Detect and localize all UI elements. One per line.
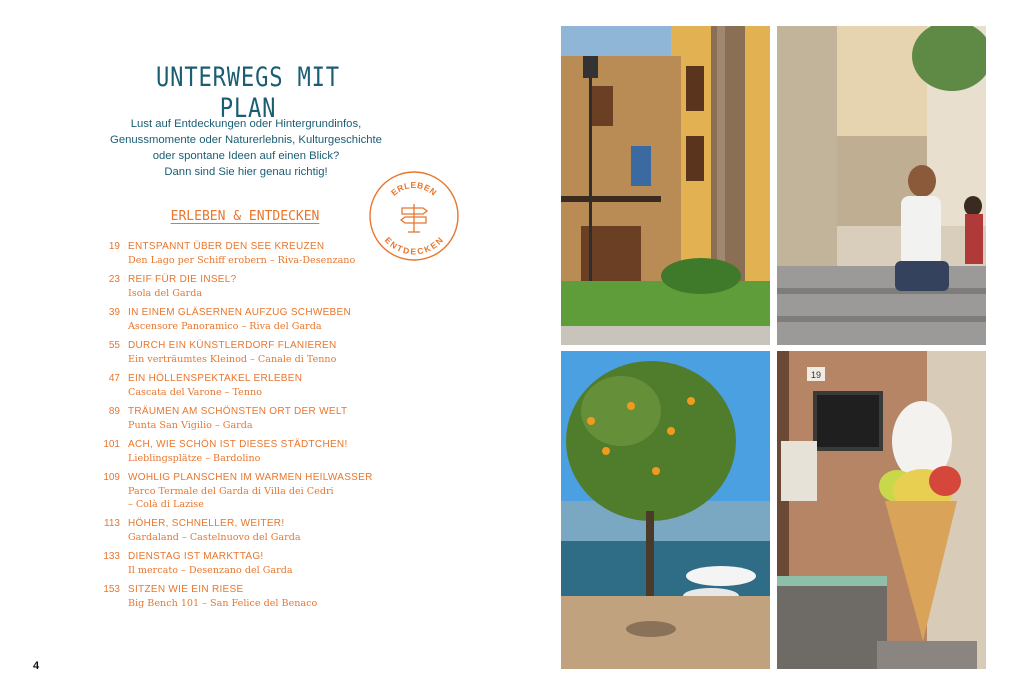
table-of-contents xyxy=(98,240,398,616)
intro-text xyxy=(96,116,396,180)
toc-page-number: 89 xyxy=(108,406,120,417)
toc-title: EIN HÖLLENSPEKTAKEL ERLEBEN xyxy=(128,373,303,384)
toc-page-number: 19 xyxy=(108,241,120,252)
toc-entry[interactable] xyxy=(98,471,398,511)
toc-title: ACH, WIE SCHÖN IST DIESES STÄDTCHEN! xyxy=(128,439,348,450)
section-heading: ERLEBEN & ENTDECKEN xyxy=(170,209,320,224)
signpost-icon xyxy=(401,204,427,232)
toc-entry[interactable] xyxy=(98,583,398,610)
photo-ice-cream-cone xyxy=(777,351,986,669)
toc-subtitle: Parco Termale del Garda di Villa dei Cedri – Colà di Lazise xyxy=(128,486,334,510)
toc-subtitle: Big Bench 101 – San Felice del Benaco xyxy=(128,598,318,609)
toc-subtitle: Cascata del Varone – Tenno xyxy=(128,387,262,398)
toc-title: HÖHER, SCHNELLER, WEITER! xyxy=(128,518,285,529)
toc-title: WOHLIG PLANSCHEN IM WARMEN HEILWASSER xyxy=(128,472,373,483)
badge-bottom-text: ENTDECKEN xyxy=(382,234,446,257)
toc-subtitle: Den Lago per Schiff erobern – Riva-Desenzano xyxy=(128,255,356,266)
toc-entry[interactable] xyxy=(98,339,398,366)
toc-title: TRÄUMEN AM SCHÖNSTEN ORT DER WELT xyxy=(128,406,348,417)
toc-entry[interactable] xyxy=(98,372,398,399)
toc-entry[interactable] xyxy=(98,405,398,432)
intro-line: Dann sind Sie hier genau richtig! xyxy=(164,166,328,178)
house-number-sign: 19 xyxy=(810,370,822,380)
intro-line: Lust auf Entdeckungen oder Hintergrundinfos, xyxy=(130,118,362,130)
toc-title: IN EINEM GLÄSERNEN AUFZUG SCHWEBEN xyxy=(128,307,352,318)
toc-subtitle: Il mercato – Desenzano del Garda xyxy=(128,565,293,576)
toc-subtitle: Gardaland – Castelnuovo del Garda xyxy=(128,532,301,543)
badge-top-text: ERLEBEN xyxy=(388,179,439,198)
toc-title: SITZEN WIE EIN RIESE xyxy=(128,584,244,595)
intro-line: Genussmomente oder Naturerlebnis, Kulturgeschichte xyxy=(110,134,382,146)
toc-page-number: 47 xyxy=(108,373,120,384)
toc-subtitle: Ascensore Panoramico – Riva del Garda xyxy=(128,321,322,332)
toc-entry[interactable] xyxy=(98,306,398,333)
toc-entry[interactable] xyxy=(98,240,398,267)
toc-entry[interactable] xyxy=(98,438,398,465)
toc-title: ENTSPANNT ÜBER DEN SEE KREUZEN xyxy=(128,241,325,252)
page-number: 4 xyxy=(33,660,40,672)
toc-title: REIF FÜR DIE INSEL? xyxy=(128,274,237,285)
page-title: UNTERWEGS MIT PLAN xyxy=(156,62,340,124)
toc-page-number: 133 xyxy=(103,551,120,562)
toc-page-number: 55 xyxy=(108,340,120,351)
toc-entry[interactable] xyxy=(98,273,398,300)
toc-subtitle: Lieblingsplätze – Bardolino xyxy=(128,453,261,464)
photo-yellow-house xyxy=(561,26,770,345)
toc-title: DURCH EIN KÜNSTLERDORF FLANIEREN xyxy=(128,340,337,351)
toc-subtitle: Punta San Vigilio – Garda xyxy=(128,420,253,431)
svg-text:ERLEBEN xyxy=(389,180,439,198)
photo-alley-woman xyxy=(777,26,986,345)
toc-page-number: 23 xyxy=(108,274,120,285)
toc-entry[interactable] xyxy=(98,550,398,577)
toc-entry[interactable] xyxy=(98,517,398,544)
photo-orange-tree-harbor xyxy=(561,351,770,669)
toc-page-number: 109 xyxy=(103,472,120,483)
toc-title: DIENSTAG IST MARKTTAG! xyxy=(128,551,264,562)
toc-page-number: 153 xyxy=(103,584,120,595)
intro-line: oder spontane Ideen auf einen Blick? xyxy=(152,150,340,162)
toc-page-number: 113 xyxy=(104,518,120,529)
toc-subtitle: Isola del Garda xyxy=(128,288,203,299)
toc-page-number: 101 xyxy=(103,439,120,450)
toc-subtitle: Ein verträumtes Kleinod – Canale di Tenno xyxy=(128,354,337,365)
toc-page-number: 39 xyxy=(108,307,120,318)
